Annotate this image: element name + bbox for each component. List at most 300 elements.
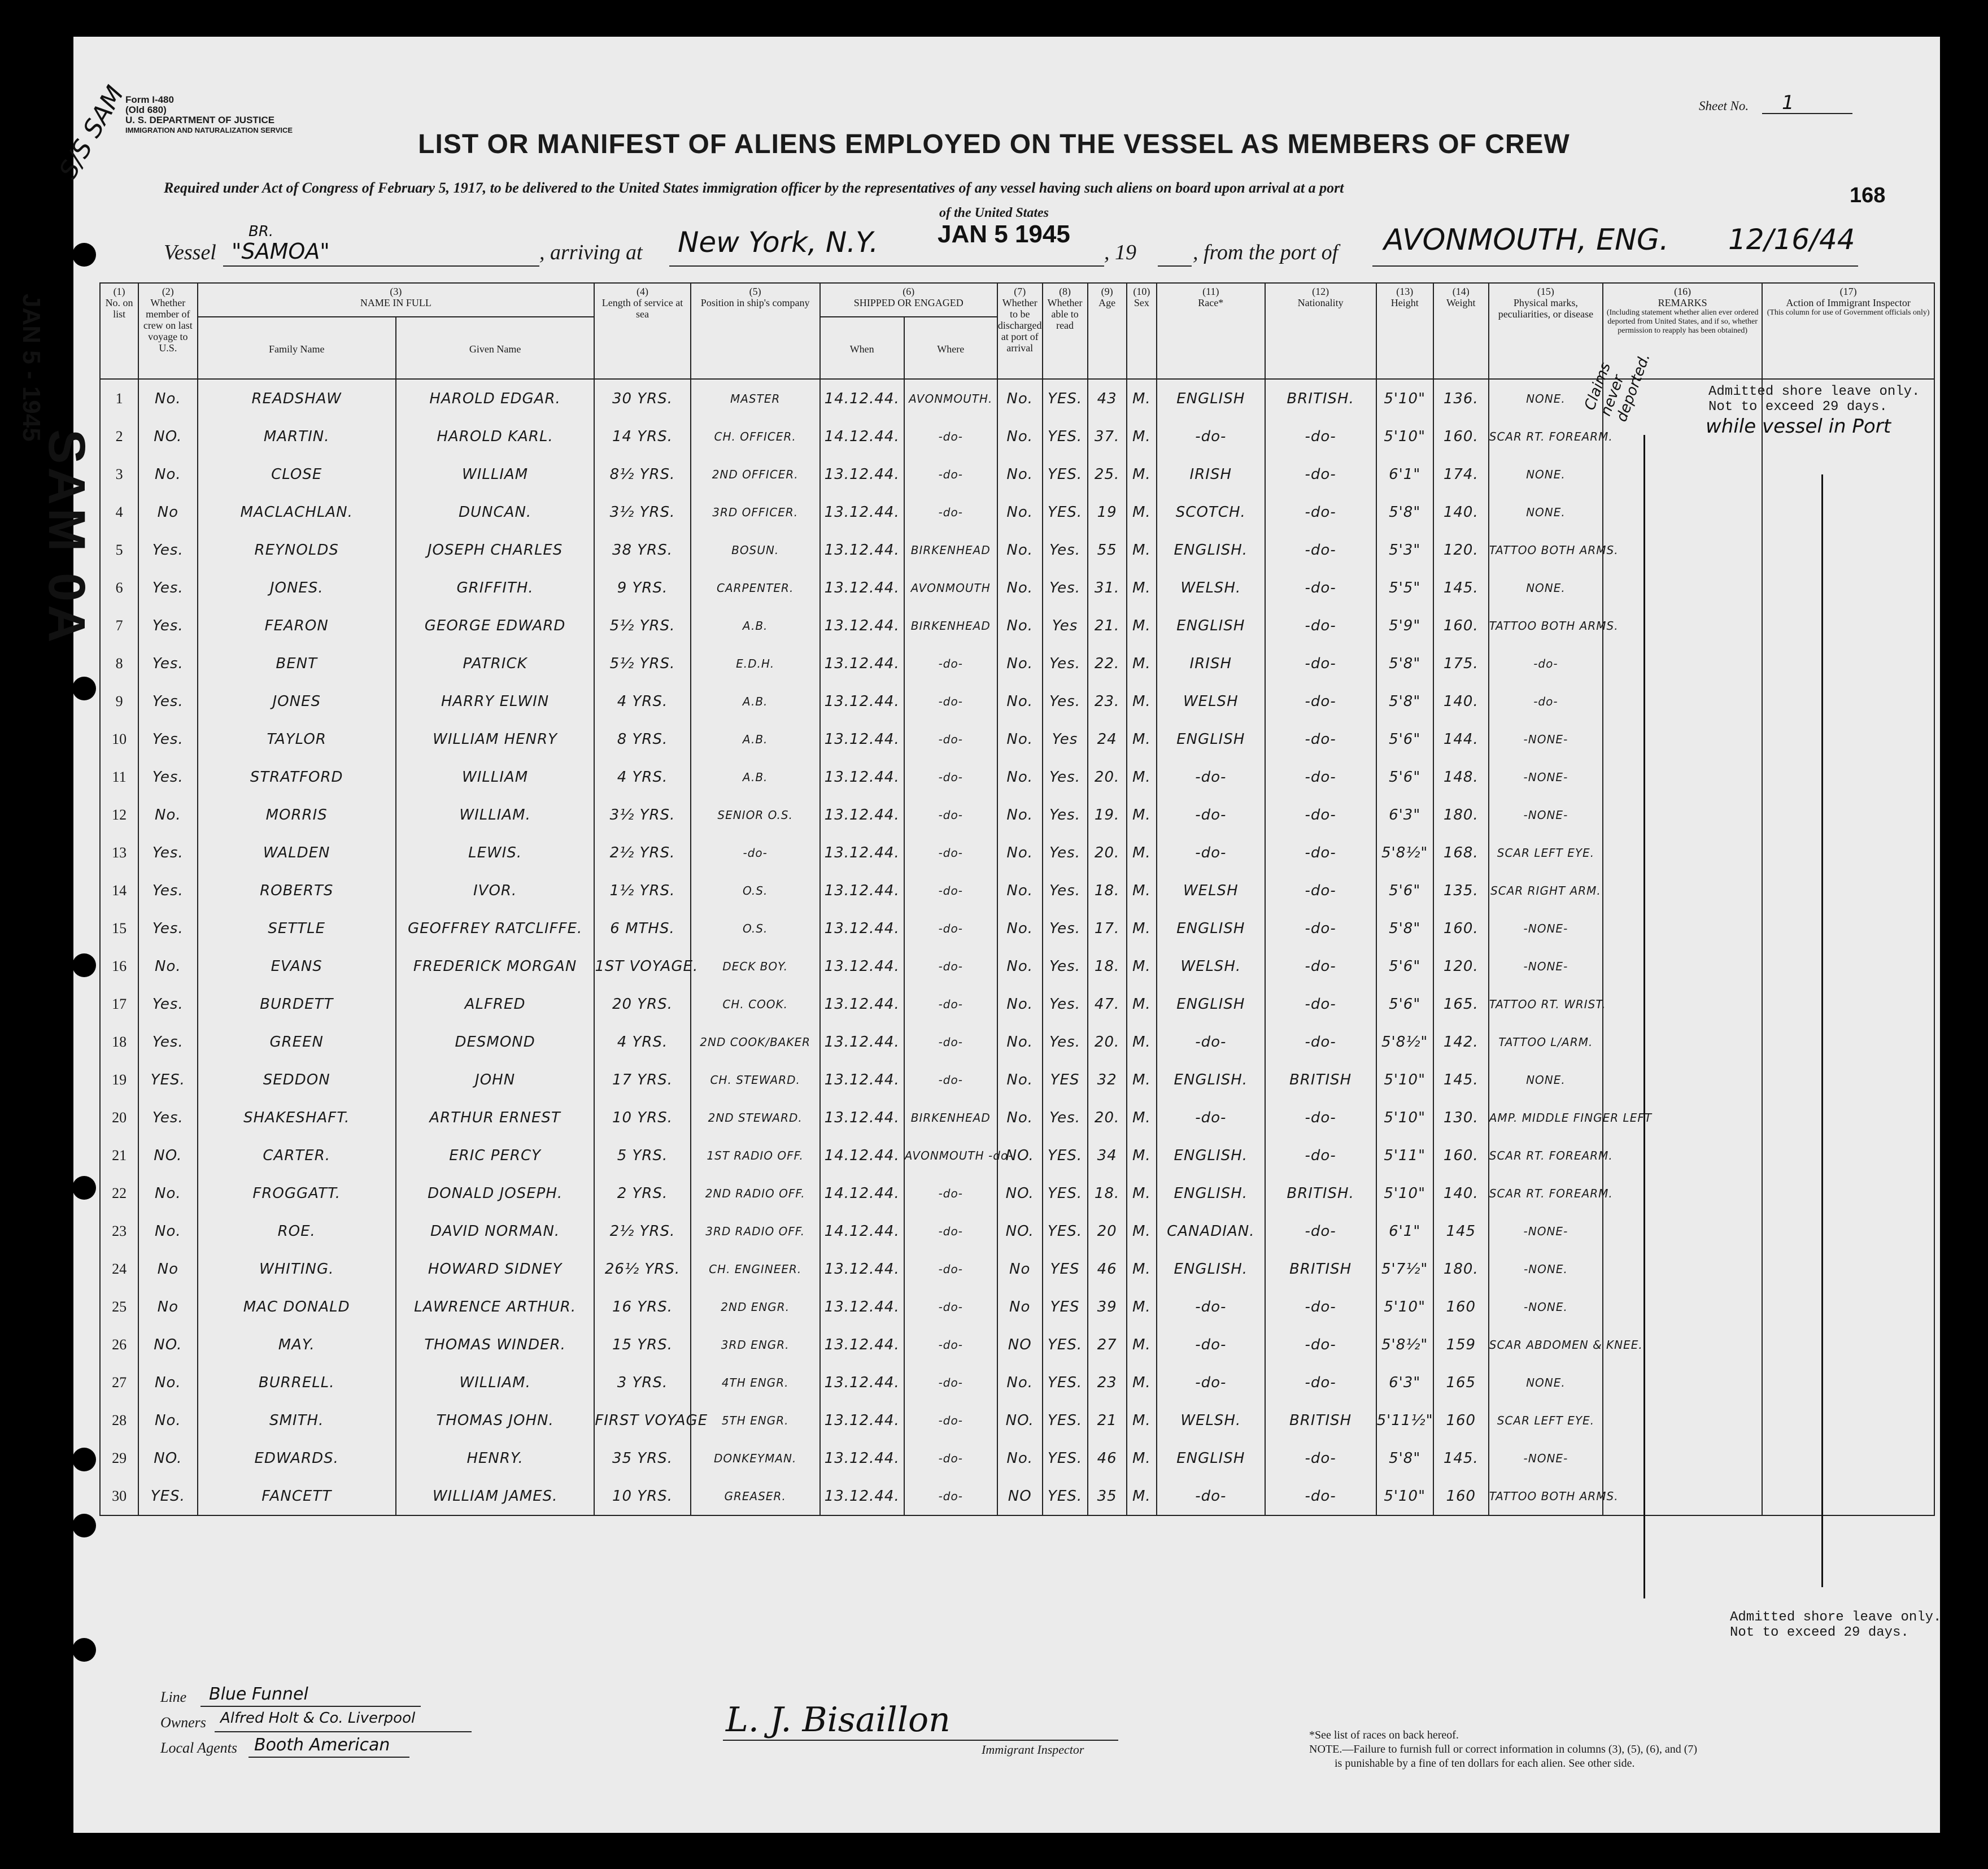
owners-value: Alfred Holt & Co. Liverpool [220, 1710, 416, 1727]
col-header-position: (5) Position in ship's company [691, 283, 820, 379]
cell-height: 5'6" [1376, 720, 1433, 758]
cell-last-voyage: Yes. [138, 569, 197, 607]
cell-sex: M. [1127, 644, 1157, 682]
cell-nationality: -do- [1265, 1363, 1376, 1401]
cell-nationality: -do- [1265, 531, 1376, 569]
cell-race: -do- [1157, 758, 1265, 796]
cell-height: 5'9" [1376, 607, 1433, 644]
cell-when: 14.12.44. [820, 1174, 904, 1212]
cell-when: 13.12.44. [820, 872, 904, 909]
cell-marks: TATTOO BOTH ARMS. [1489, 531, 1603, 569]
cell-when: 13.12.44. [820, 947, 904, 985]
cell-service: 17 YRS. [594, 1061, 690, 1099]
cell-height: 5'11½" [1376, 1401, 1433, 1439]
cell-read: Yes. [1043, 909, 1088, 947]
cell-where: -do- [904, 1326, 997, 1363]
cell-race: -do- [1157, 834, 1265, 872]
cell-sex: M. [1127, 569, 1157, 607]
cell-sex: M. [1127, 493, 1157, 531]
cell-given-name: JOHN [396, 1061, 594, 1099]
cell-discharged: No. [997, 417, 1043, 455]
cell-marks: SCAR LEFT EYE. [1489, 1401, 1603, 1439]
cell-remarks [1603, 607, 1762, 644]
cell-sex: M. [1127, 1061, 1157, 1099]
punch-hole [72, 953, 96, 977]
cell-height: 5'6" [1376, 872, 1433, 909]
cell-last-voyage: NO. [138, 1136, 197, 1174]
cell-weight: 180. [1433, 796, 1489, 834]
cell-when: 13.12.44. [820, 682, 904, 720]
cell-weight: 136. [1433, 379, 1489, 417]
cell-discharged: No. [997, 682, 1043, 720]
col-header-action: (17) Action of Immigrant Inspector (This column for use of Government officials only) [1762, 283, 1934, 379]
cell-race: WELSH. [1157, 569, 1265, 607]
cell-remarks [1603, 1174, 1762, 1212]
cell-position: SENIOR O.S. [691, 796, 820, 834]
table-row [100, 909, 1934, 947]
page-subtitle-continued: of the United States [939, 206, 1049, 220]
cell-weight: 160. [1433, 1136, 1489, 1174]
cell-read: YES [1043, 1250, 1088, 1288]
cell-service: 3½ YRS. [594, 493, 690, 531]
cell-family-name: FROGGATT. [198, 1174, 396, 1212]
cell-nationality: BRITISH. [1265, 1174, 1376, 1212]
cell-position: O.S. [691, 872, 820, 909]
cell-family-name: MAY. [198, 1326, 396, 1363]
sheet-number: 1 [1782, 92, 1794, 114]
table-row [100, 872, 1934, 909]
cell-weight: 160 [1433, 1477, 1489, 1515]
cell-when: 13.12.44. [820, 1439, 904, 1477]
cell-action [1762, 1174, 1934, 1212]
cell-discharged: No. [997, 569, 1043, 607]
cell-read: YES. [1043, 1326, 1088, 1363]
cell-action [1762, 455, 1934, 493]
table-row [100, 1023, 1934, 1061]
cell-given-name: ARTHUR ERNEST [396, 1099, 594, 1136]
cell-last-voyage: Yes. [138, 872, 197, 909]
cell-read: YES. [1043, 1477, 1088, 1515]
cell-marks: -NONE- [1489, 909, 1603, 947]
cell-no: 25 [100, 1288, 138, 1326]
cell-remarks [1603, 1023, 1762, 1061]
cell-read: Yes. [1043, 758, 1088, 796]
cell-discharged: No. [997, 758, 1043, 796]
cell-age: 17. [1088, 909, 1127, 947]
cell-last-voyage: YES. [138, 1061, 197, 1099]
cell-marks: SCAR LEFT EYE. [1489, 834, 1603, 872]
col-header-when: When [820, 317, 904, 379]
punch-hole [72, 1448, 96, 1471]
cell-read: Yes. [1043, 834, 1088, 872]
cell-weight: 140. [1433, 682, 1489, 720]
cell-marks: SCAR RIGHT ARM. [1489, 872, 1603, 909]
cell-remarks [1603, 758, 1762, 796]
cell-nationality: -do- [1265, 947, 1376, 985]
cell-race: WELSH [1157, 872, 1265, 909]
cell-when: 13.12.44. [820, 1363, 904, 1401]
cell-discharged: No. [997, 796, 1043, 834]
cell-no: 10 [100, 720, 138, 758]
cell-read: YES. [1043, 379, 1088, 417]
cell-discharged: No. [997, 720, 1043, 758]
cell-service: 9 YRS. [594, 569, 690, 607]
cell-action [1762, 1363, 1934, 1401]
cell-no: 15 [100, 909, 138, 947]
cell-position: 2ND ENGR. [691, 1288, 820, 1326]
cell-where: BIRKENHEAD [904, 607, 997, 644]
cell-position: CH. COOK. [691, 985, 820, 1023]
cell-no: 20 [100, 1099, 138, 1136]
cell-height: 6'3" [1376, 1363, 1433, 1401]
cell-read: YES. [1043, 1174, 1088, 1212]
cell-family-name: SMITH. [198, 1401, 396, 1439]
cell-sex: M. [1127, 417, 1157, 455]
cell-height: 6'3" [1376, 796, 1433, 834]
cell-service: 2½ YRS. [594, 834, 690, 872]
cell-sex: M. [1127, 379, 1157, 417]
col-header-shipped: (6) SHIPPED OR ENGAGED [820, 283, 997, 317]
table-row [100, 531, 1934, 569]
cell-no: 24 [100, 1250, 138, 1288]
cell-action [1762, 493, 1934, 531]
cell-given-name: DAVID NORMAN. [396, 1212, 594, 1250]
cell-where: -do- [904, 872, 997, 909]
crew-manifest-table [99, 282, 1935, 1516]
table-row [100, 1250, 1934, 1288]
cell-action [1762, 834, 1934, 872]
cell-marks: TATTOO BOTH ARMS. [1489, 1477, 1603, 1515]
col-header-race: (11) Race* [1157, 283, 1265, 379]
cell-service: 4 YRS. [594, 682, 690, 720]
table-row [100, 1136, 1934, 1174]
cell-weight: 160. [1433, 417, 1489, 455]
shore-leave-stamp-line2: Not to exceed 29 days. [1708, 399, 1887, 415]
cell-given-name: GRIFFITH. [396, 569, 594, 607]
cell-age: 25. [1088, 455, 1127, 493]
cell-sex: M. [1127, 834, 1157, 872]
cell-discharged: No. [997, 531, 1043, 569]
table-row [100, 569, 1934, 607]
cell-nationality: -do- [1265, 758, 1376, 796]
cell-action [1762, 531, 1934, 569]
cell-last-voyage: NO. [138, 417, 197, 455]
table-row [100, 1439, 1934, 1477]
cell-family-name: MARTIN. [198, 417, 396, 455]
cell-discharged: No. [997, 947, 1043, 985]
cell-given-name: WILLIAM HENRY [396, 720, 594, 758]
cell-race: -do- [1157, 1326, 1265, 1363]
cell-race: IRISH [1157, 644, 1265, 682]
cell-last-voyage: Yes. [138, 834, 197, 872]
cell-marks: TATTOO BOTH ARMS. [1489, 607, 1603, 644]
cell-where: -do- [904, 720, 997, 758]
cell-age: 55 [1088, 531, 1127, 569]
cell-read: YES [1043, 1288, 1088, 1326]
cell-service: 1ST VOYAGE. [594, 947, 690, 985]
cell-remarks [1603, 720, 1762, 758]
cell-where: -do- [904, 644, 997, 682]
cell-weight: 180. [1433, 1250, 1489, 1288]
cell-last-voyage: Yes. [138, 720, 197, 758]
cell-remarks [1603, 1136, 1762, 1174]
cell-remarks [1603, 1401, 1762, 1439]
cell-last-voyage: NO. [138, 1439, 197, 1477]
cell-last-voyage: NO. [138, 1326, 197, 1363]
signature-line [723, 1740, 1118, 1741]
cell-nationality: -do- [1265, 1136, 1376, 1174]
cell-age: 24 [1088, 720, 1127, 758]
cell-age: 20. [1088, 1099, 1127, 1136]
cell-discharged: No [997, 1250, 1043, 1288]
cell-last-voyage: YES. [138, 1477, 197, 1515]
cell-family-name: TAYLOR [198, 720, 396, 758]
side-date-stamp: JAN 5 - 1945 [18, 294, 45, 442]
arrival-date-stamp: JAN 5 1945 [938, 220, 1070, 248]
cell-action [1762, 1326, 1934, 1363]
cell-position: A.B. [691, 607, 820, 644]
cell-action [1762, 796, 1934, 834]
cell-no: 3 [100, 455, 138, 493]
from-port-label: , from the port of [1193, 241, 1339, 264]
cell-weight: 168. [1433, 834, 1489, 872]
cell-age: 46 [1088, 1250, 1127, 1288]
shore-leave-stamp-bottom-line1: Admitted shore leave only. [1730, 1610, 1942, 1625]
action-vertical-line [1821, 474, 1823, 1587]
cell-service: 5 YRS. [594, 1136, 690, 1174]
footnote-penalty-cont: is punishable by a fine of ten dollars for each alien. See other side. [1335, 1757, 1635, 1770]
cell-given-name: DUNCAN. [396, 493, 594, 531]
col-header-given-name: Given Name [396, 317, 594, 379]
cell-service: 6 MTHS. [594, 909, 690, 947]
cell-where: -do- [904, 455, 997, 493]
cell-sex: M. [1127, 1363, 1157, 1401]
cell-marks: -NONE- [1489, 720, 1603, 758]
shore-leave-stamp-bottom-line2: Not to exceed 29 days. [1730, 1625, 1909, 1640]
cell-when: 14.12.44. [820, 1136, 904, 1174]
cell-nationality: -do- [1265, 417, 1376, 455]
service-name: IMMIGRATION AND NATURALIZATION SERVICE [125, 126, 293, 134]
cell-no: 17 [100, 985, 138, 1023]
cell-weight: 160 [1433, 1401, 1489, 1439]
cell-where: -do- [904, 834, 997, 872]
cell-discharged: NO. [997, 1174, 1043, 1212]
col-header-service: (4) Length of service at sea [594, 283, 690, 379]
cell-remarks [1603, 569, 1762, 607]
cell-nationality: -do- [1265, 493, 1376, 531]
cell-no: 1 [100, 379, 138, 417]
cell-discharged: No. [997, 644, 1043, 682]
cell-no: 11 [100, 758, 138, 796]
cell-race: ENGLISH [1157, 1439, 1265, 1477]
punch-hole [72, 1176, 96, 1200]
cell-height: 5'8½" [1376, 1326, 1433, 1363]
cell-race: ENGLISH. [1157, 1250, 1265, 1288]
cell-when: 13.12.44. [820, 1326, 904, 1363]
cell-height: 5'7½" [1376, 1250, 1433, 1288]
col-header-no: (1) No. on list [100, 283, 138, 379]
cell-race: IRISH [1157, 455, 1265, 493]
cell-action [1762, 682, 1934, 720]
cell-no: 27 [100, 1363, 138, 1401]
cell-race: -do- [1157, 796, 1265, 834]
cell-service: 35 YRS. [594, 1439, 690, 1477]
cell-marks: SCAR RT. FOREARM. [1489, 1136, 1603, 1174]
cell-given-name: GEOFFREY RATCLIFFE. [396, 909, 594, 947]
cell-remarks [1603, 1363, 1762, 1401]
cell-sex: M. [1127, 1288, 1157, 1326]
cell-service: 8 YRS. [594, 720, 690, 758]
cell-action [1762, 947, 1934, 985]
line-fill [200, 1706, 421, 1707]
table-row [100, 644, 1934, 682]
cell-height: 5'8" [1376, 682, 1433, 720]
cell-weight: 159 [1433, 1326, 1489, 1363]
shore-leave-stamp-line1: Admitted shore leave only. [1708, 384, 1920, 399]
cell-when: 13.12.44. [820, 1099, 904, 1136]
col-header-family-name: Family Name [198, 317, 396, 379]
cell-where: -do- [904, 1363, 997, 1401]
cell-when: 14.12.44. [820, 1212, 904, 1250]
cell-height: 5'10" [1376, 417, 1433, 455]
footnote-races: *See list of races on back hereof. [1309, 1729, 1459, 1741]
cell-service: 5½ YRS. [594, 644, 690, 682]
table-row [100, 607, 1934, 644]
punch-hole [72, 243, 96, 267]
cell-race: ENGLISH. [1157, 1174, 1265, 1212]
cell-marks: NONE. [1489, 379, 1603, 417]
cell-nationality: -do- [1265, 834, 1376, 872]
cell-action [1762, 1401, 1934, 1439]
cell-marks: SCAR RT. FOREARM. [1489, 417, 1603, 455]
cell-service: 15 YRS. [594, 1326, 690, 1363]
cell-marks: AMP. MIDDLE FINGER LEFT [1489, 1099, 1603, 1136]
arriving-port: New York, N.Y. [678, 226, 879, 259]
cell-no: 5 [100, 531, 138, 569]
cell-when: 13.12.44. [820, 720, 904, 758]
sheet-line [1762, 113, 1852, 114]
cell-sex: M. [1127, 607, 1157, 644]
cell-where: -do- [904, 985, 997, 1023]
cell-where: -do- [904, 909, 997, 947]
cell-given-name: PATRICK [396, 644, 594, 682]
cell-sex: M. [1127, 947, 1157, 985]
cell-given-name: FREDERICK MORGAN [396, 947, 594, 985]
cell-nationality: -do- [1265, 872, 1376, 909]
cell-remarks [1603, 872, 1762, 909]
cell-read: Yes. [1043, 531, 1088, 569]
table-row [100, 417, 1934, 455]
cell-given-name: WILLIAM. [396, 1363, 594, 1401]
cell-where: -do- [904, 1023, 997, 1061]
cell-service: 8½ YRS. [594, 455, 690, 493]
remark-never-deported: Claims never deported. [1581, 351, 1654, 424]
cell-height: 5'10" [1376, 1099, 1433, 1136]
cell-position: 3RD RADIO OFF. [691, 1212, 820, 1250]
cell-service: 38 YRS. [594, 531, 690, 569]
line-label: Line [160, 1689, 187, 1705]
cell-height: 5'8" [1376, 1439, 1433, 1477]
cell-age: 27 [1088, 1326, 1127, 1363]
col-header-sex: (10) Sex [1127, 283, 1157, 379]
cell-when: 13.12.44. [820, 909, 904, 947]
cell-service: 5½ YRS. [594, 607, 690, 644]
cell-last-voyage: No. [138, 1401, 197, 1439]
inspector-signature: L. J. Bisaillon [726, 1700, 951, 1740]
cell-age: 39 [1088, 1288, 1127, 1326]
cell-weight: 165. [1433, 985, 1489, 1023]
cell-position: A.B. [691, 720, 820, 758]
table-row [100, 1401, 1934, 1439]
cell-height: 5'10" [1376, 379, 1433, 417]
cell-race: -do- [1157, 1099, 1265, 1136]
cell-read: Yes. [1043, 1099, 1088, 1136]
table-row [100, 455, 1934, 493]
cell-last-voyage: Yes. [138, 682, 197, 720]
cell-last-voyage: No [138, 493, 197, 531]
punch-hole [72, 1514, 96, 1537]
owners-fill [215, 1731, 472, 1732]
col-header-last-voyage: (2) Whether member of crew on last voyage to U.S. [138, 283, 197, 379]
cell-service: 4 YRS. [594, 1023, 690, 1061]
vessel-name: "SAMOA" [232, 239, 330, 264]
cell-sex: M. [1127, 1477, 1157, 1515]
cell-height: 5'10" [1376, 1061, 1433, 1099]
cell-weight: 148. [1433, 758, 1489, 796]
cell-action [1762, 1477, 1934, 1515]
cell-given-name: HARRY ELWIN [396, 682, 594, 720]
cell-read: Yes [1043, 607, 1088, 644]
cell-remarks [1603, 1212, 1762, 1250]
cell-family-name: BURDETT [198, 985, 396, 1023]
cell-marks: SCAR RT. FOREARM. [1489, 1174, 1603, 1212]
cell-no: 12 [100, 796, 138, 834]
cell-when: 13.12.44. [820, 607, 904, 644]
cell-remarks [1603, 455, 1762, 493]
cell-last-voyage: No. [138, 455, 197, 493]
cell-where: AVONMOUTH [904, 569, 997, 607]
cell-age: 35 [1088, 1477, 1127, 1515]
cell-last-voyage: No [138, 1288, 197, 1326]
cell-service: 26½ YRS. [594, 1250, 690, 1288]
cell-position: 3RD OFFICER. [691, 493, 820, 531]
cell-when: 13.12.44. [820, 1401, 904, 1439]
table-row [100, 1326, 1934, 1363]
cell-last-voyage: No. [138, 379, 197, 417]
cell-family-name: EVANS [198, 947, 396, 985]
cell-no: 14 [100, 872, 138, 909]
cell-nationality: -do- [1265, 985, 1376, 1023]
cell-action [1762, 1439, 1934, 1477]
cell-discharged: No. [997, 909, 1043, 947]
cell-last-voyage: No. [138, 796, 197, 834]
cell-read: Yes. [1043, 569, 1088, 607]
cell-nationality: -do- [1265, 909, 1376, 947]
cell-age: 22. [1088, 644, 1127, 682]
cell-when: 13.12.44. [820, 644, 904, 682]
cell-marks: NONE. [1489, 1061, 1603, 1099]
cell-service: FIRST VOYAGE [594, 1401, 690, 1439]
cell-height: 5'11" [1376, 1136, 1433, 1174]
cell-discharged: No. [997, 1061, 1043, 1099]
cell-age: 20. [1088, 1023, 1127, 1061]
cell-weight: 145 [1433, 1212, 1489, 1250]
cell-age: 34 [1088, 1136, 1127, 1174]
cell-service: 1½ YRS. [594, 872, 690, 909]
cell-where: AVONMOUTH. [904, 379, 997, 417]
cell-when: 13.12.44. [820, 1288, 904, 1326]
cell-marks: NONE. [1489, 493, 1603, 531]
